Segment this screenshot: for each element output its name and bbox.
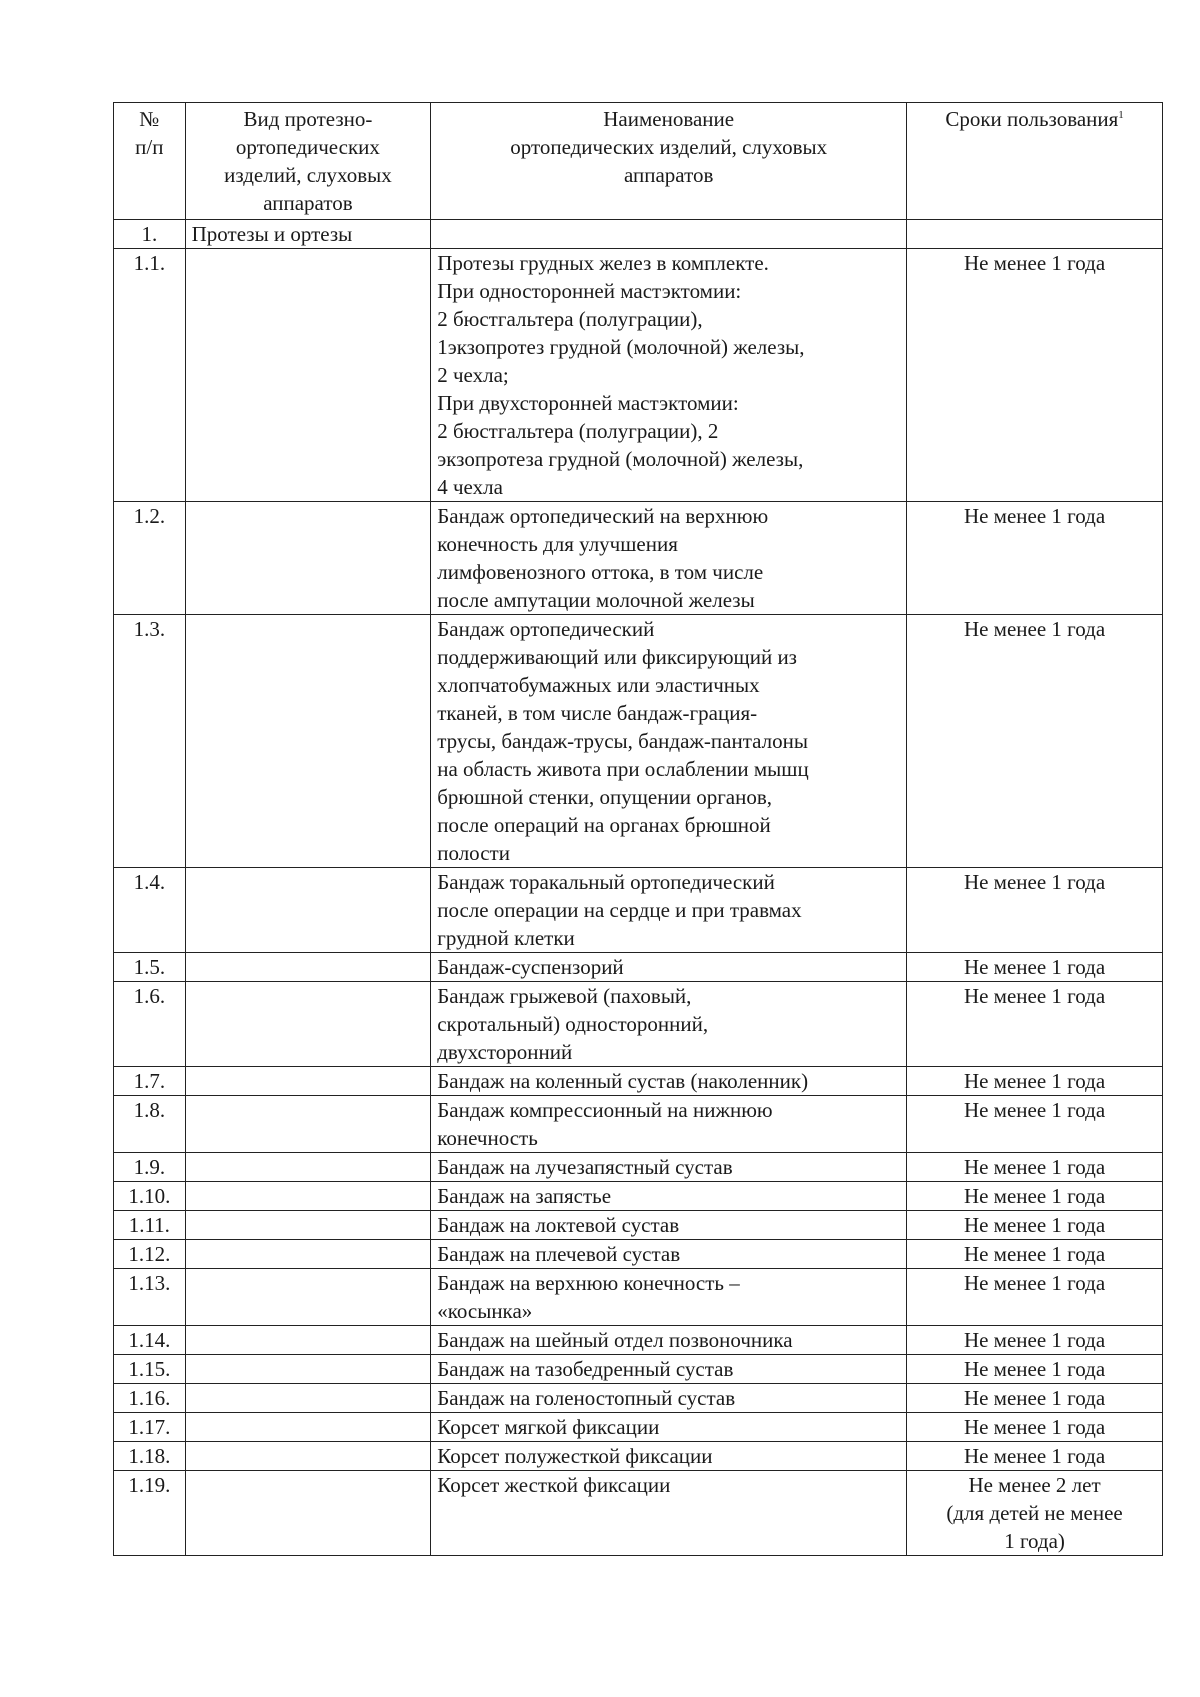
row-number: 1.4. bbox=[114, 868, 186, 953]
table-row bbox=[114, 502, 1163, 615]
row-item-name: Бандаж на лучезапястный сустав bbox=[431, 1153, 907, 1182]
row-number: 1.11. bbox=[114, 1211, 186, 1240]
row-usage-term: Не менее 1 года bbox=[907, 1355, 1163, 1384]
row-usage-term: Не менее 1 года bbox=[907, 249, 1163, 502]
table-row bbox=[114, 1269, 1163, 1326]
row-item-name: Бандаж ортопедический на верхнюю конечность для улучшения лимфовенозного оттока, в том числе после ампутации молочной железы bbox=[431, 502, 907, 615]
row-item-type bbox=[185, 1384, 431, 1413]
row-usage-term: Не менее 1 года bbox=[907, 1326, 1163, 1355]
table-row bbox=[114, 953, 1163, 982]
row-item-name: Бандаж ортопедический поддерживающий или фиксирующий из хлопчатобумажных или эластичных тканей, в том числе бандаж-грация- трусы, бандаж-трусы, бандаж-панталоны на область живота при ослаблении мышц брюшной стенки, опущении органов, после операций на органах брюшной полости bbox=[431, 615, 907, 868]
row-item-type bbox=[185, 982, 431, 1067]
row-item-type bbox=[185, 1153, 431, 1182]
row-number: 1.18. bbox=[114, 1442, 186, 1471]
row-item-name: Бандаж на запястье bbox=[431, 1182, 907, 1211]
row-usage-term: Не менее 1 года bbox=[907, 1211, 1163, 1240]
row-number: 1.6. bbox=[114, 982, 186, 1067]
table-row bbox=[114, 868, 1163, 953]
table-header bbox=[114, 103, 1163, 220]
row-usage-term: Не менее 1 года bbox=[907, 1153, 1163, 1182]
row-item-type bbox=[185, 1182, 431, 1211]
row-item-type bbox=[185, 615, 431, 868]
row-usage-term: Не менее 1 года bbox=[907, 502, 1163, 615]
row-number: 1.8. bbox=[114, 1096, 186, 1153]
row-number: 1.15. bbox=[114, 1355, 186, 1384]
row-usage-term: Не менее 1 года bbox=[907, 1182, 1163, 1211]
row-usage-term: Не менее 2 лет (для детей не менее 1 года) bbox=[907, 1471, 1163, 1556]
row-item-name: Бандаж на шейный отдел позвоночника bbox=[431, 1326, 907, 1355]
row-number: 1.5. bbox=[114, 953, 186, 982]
header-type: Вид протезно- ортопедических изделий, слуховых аппаратов bbox=[185, 103, 431, 220]
header-term-footnote: 1 bbox=[1118, 109, 1124, 121]
row-item-name: Протезы грудных желез в комплекте. При односторонней мастэктомии: 2 бюстгальтера (полуграции), 1экзопротез грудной (молочной) железы, 2 чехла; При двухсторонней мастэктомии: 2 бюстгальтера (полуграции), 2 экзопротеза грудной (молочной) железы, 4 чехла bbox=[431, 249, 907, 502]
row-item-type bbox=[185, 953, 431, 982]
row-item-type bbox=[185, 1096, 431, 1153]
row-usage-term: Не менее 1 года bbox=[907, 982, 1163, 1067]
row-item-name: Корсет полужесткой фиксации bbox=[431, 1442, 907, 1471]
header-num: № п/п bbox=[114, 103, 186, 220]
header-term bbox=[907, 103, 1163, 220]
row-item-type bbox=[185, 1067, 431, 1096]
row-number: 1.9. bbox=[114, 1153, 186, 1182]
table-row bbox=[114, 1413, 1163, 1442]
table-row bbox=[114, 1211, 1163, 1240]
row-item-name: Бандаж на голеностопный сустав bbox=[431, 1384, 907, 1413]
row-item-name: Бандаж на тазобедренный сустав bbox=[431, 1355, 907, 1384]
row-usage-term: Не менее 1 года bbox=[907, 1096, 1163, 1153]
row-item-type bbox=[185, 1471, 431, 1556]
table-row bbox=[114, 615, 1163, 868]
header-term-label: Сроки пользования bbox=[945, 107, 1119, 131]
row-item-name: Корсет мягкой фиксации bbox=[431, 1413, 907, 1442]
table-row bbox=[114, 1153, 1163, 1182]
row-usage-term: Не менее 1 года bbox=[907, 1384, 1163, 1413]
row-item-type bbox=[185, 1269, 431, 1326]
table-row bbox=[114, 220, 1163, 249]
table-row bbox=[114, 982, 1163, 1067]
row-item-name: Бандаж на коленный сустав (наколенник) bbox=[431, 1067, 907, 1096]
row-number: 1. bbox=[114, 220, 186, 249]
table-row bbox=[114, 1096, 1163, 1153]
row-item-name: Бандаж-суспензорий bbox=[431, 953, 907, 982]
row-item-name bbox=[431, 220, 907, 249]
row-item-type: Протезы и ортезы bbox=[185, 220, 431, 249]
row-number: 1.17. bbox=[114, 1413, 186, 1442]
row-number: 1.2. bbox=[114, 502, 186, 615]
table-body bbox=[114, 220, 1163, 1556]
row-item-type bbox=[185, 1240, 431, 1269]
table-row bbox=[114, 1326, 1163, 1355]
row-item-name: Бандаж грыжевой (паховый, скротальный) односторонний, двухсторонний bbox=[431, 982, 907, 1067]
row-number: 1.10. bbox=[114, 1182, 186, 1211]
table-row bbox=[114, 1384, 1163, 1413]
row-item-name: Бандаж торакальный ортопедический после операции на сердце и при травмах грудной клетки bbox=[431, 868, 907, 953]
row-usage-term: Не менее 1 года bbox=[907, 615, 1163, 868]
row-item-name: Бандаж на плечевой сустав bbox=[431, 1240, 907, 1269]
row-item-type bbox=[185, 1442, 431, 1471]
row-number: 1.13. bbox=[114, 1269, 186, 1326]
row-number: 1.16. bbox=[114, 1384, 186, 1413]
row-item-type bbox=[185, 1211, 431, 1240]
table-row bbox=[114, 1182, 1163, 1211]
row-number: 1.3. bbox=[114, 615, 186, 868]
row-number: 1.12. bbox=[114, 1240, 186, 1269]
table-row bbox=[114, 249, 1163, 502]
row-item-type bbox=[185, 1326, 431, 1355]
row-usage-term: Не менее 1 года bbox=[907, 1269, 1163, 1326]
row-number: 1.14. bbox=[114, 1326, 186, 1355]
row-number: 1.19. bbox=[114, 1471, 186, 1556]
table-row bbox=[114, 1240, 1163, 1269]
table-row bbox=[114, 1442, 1163, 1471]
row-usage-term: Не менее 1 года bbox=[907, 868, 1163, 953]
row-item-type bbox=[185, 1413, 431, 1442]
row-usage-term: Не менее 1 года bbox=[907, 1240, 1163, 1269]
header-row bbox=[114, 103, 1163, 220]
row-usage-term bbox=[907, 220, 1163, 249]
row-item-type bbox=[185, 249, 431, 502]
row-number: 1.7. bbox=[114, 1067, 186, 1096]
row-item-type bbox=[185, 502, 431, 615]
row-item-name: Бандаж на локтевой сустав bbox=[431, 1211, 907, 1240]
header-name: Наименование ортопедических изделий, слуховых аппаратов bbox=[431, 103, 907, 220]
table-row bbox=[114, 1471, 1163, 1556]
row-usage-term: Не менее 1 года bbox=[907, 1442, 1163, 1471]
orthopedic-items-table bbox=[113, 102, 1163, 1556]
row-usage-term: Не менее 1 года bbox=[907, 1067, 1163, 1096]
row-usage-term: Не менее 1 года bbox=[907, 1413, 1163, 1442]
row-number: 1.1. bbox=[114, 249, 186, 502]
table-row bbox=[114, 1355, 1163, 1384]
row-item-type bbox=[185, 1355, 431, 1384]
row-item-name: Бандаж на верхнюю конечность – «косынка» bbox=[431, 1269, 907, 1326]
table-row bbox=[114, 1067, 1163, 1096]
row-item-name: Корсет жесткой фиксации bbox=[431, 1471, 907, 1556]
row-usage-term: Не менее 1 года bbox=[907, 953, 1163, 982]
row-item-name: Бандаж компрессионный на нижнюю конечность bbox=[431, 1096, 907, 1153]
row-item-type bbox=[185, 868, 431, 953]
